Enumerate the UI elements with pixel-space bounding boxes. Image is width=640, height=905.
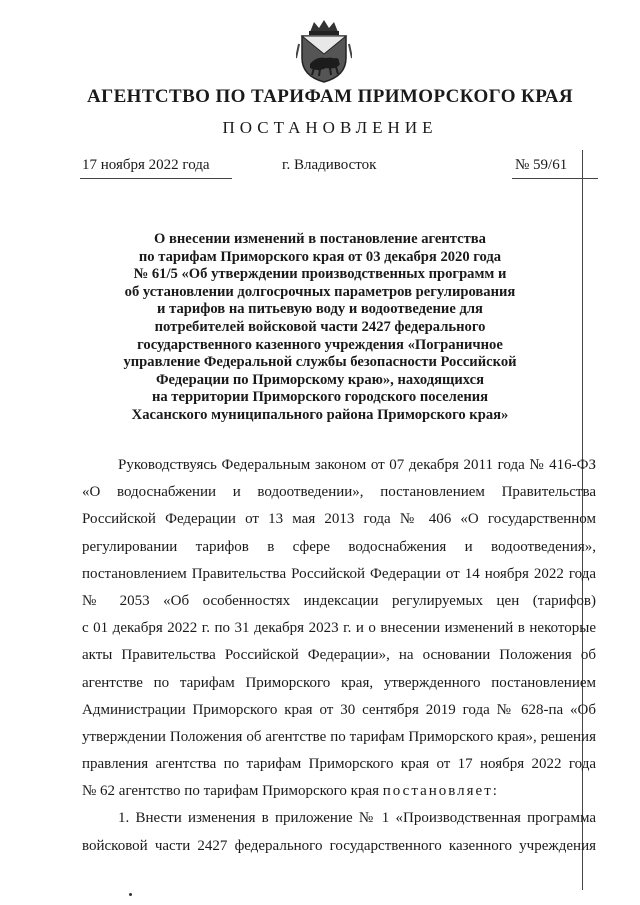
subject-line: на территории Приморского городского поселения — [151, 389, 489, 406]
number-underline — [512, 178, 598, 179]
document-subject — [80, 231, 560, 425]
body-line: акты Правительства Российской Федерации», на основании Положения об — [82, 647, 596, 664]
subject-line: Федерации по Приморскому краю», находящихся — [155, 371, 485, 388]
document-date: 17 ноября 2022 года — [82, 157, 210, 173]
document-number: № 59/61 — [515, 157, 568, 173]
body-line: правления агентства по тарифам Приморского края от 17 ноября 2022 года — [82, 756, 596, 773]
subject-line: по тарифам Приморского края от 03 декабря 2020 года — [138, 248, 502, 265]
body-line: 1. Внести изменения в приложение № 1 «Производственная программа — [118, 810, 596, 827]
body-line: регулировании тарифов в сфере водоснабжения и водоотведения», — [82, 538, 596, 555]
subject-line: государственного казенного учреждения «Пограничное — [137, 336, 503, 353]
subject-line: О внесении изменений в постановление агентства — [154, 231, 486, 247]
body-line: с 01 декабря 2022 г. по 31 декабря 2023 г. и о внесении изменений в некоторые — [82, 620, 596, 637]
document-type: ПОСТАНОВЛЕНИЕ — [222, 118, 438, 137]
page-mark — [129, 893, 132, 896]
body-line: Руководствуясь Федеральным законом от 07 декабря 2011 года № 416-ФЗ — [118, 457, 596, 473]
body-line: «О водоснабжении и водоотведении», постановлением Правительства — [82, 484, 596, 501]
subject-line: Хасанского муниципального района Приморского края» — [131, 406, 509, 423]
subject-line: и тарифов на питьевую воду и водоотведение для — [157, 301, 483, 318]
body-line-decree — [82, 778, 596, 805]
body-line: войсковой части 2427 федерального государственного казенного учреждения — [82, 837, 596, 854]
body-line: Российской Федерации от 13 мая 2013 года № 406 «О государственном — [82, 511, 596, 528]
subject-line: управление Федеральной службы безопасности Российской — [123, 354, 517, 371]
body-line: постановлением Правительства Российской Федерации от 14 ноября 2022 года — [82, 565, 596, 582]
body-line: утверждении Положения об агентстве по тарифам Приморского края», решения — [82, 728, 596, 745]
body-line: Администрации Приморского края от 30 сентября 2019 года № 628-па «Об — [82, 701, 596, 718]
decree-word: постановляет: — [382, 783, 499, 800]
primorsky-krai-coat-of-arms-icon — [296, 18, 352, 84]
date-underline — [80, 178, 232, 179]
body-line: агентстве по тарифам Приморского края, утвержденного постановлением — [82, 674, 596, 691]
document-city: г. Владивосток — [282, 157, 377, 173]
subject-line: № 61/5 «Об утверждении производственных программ и — [133, 266, 507, 283]
agency-title: АГЕНТСТВО ПО ТАРИФАМ ПРИМОРСКОГО КРАЯ — [86, 86, 574, 107]
subject-line: потребителей войсковой части 2427 федерального — [154, 318, 486, 335]
body-line: № 62 агентство по тарифам Приморского края — [82, 783, 383, 800]
subject-line: об установлении долгосрочных параметров регулирования — [124, 283, 516, 300]
body-line: № 2053 «Об особенностях индексации регулируемых цен (тарифов) — [82, 592, 596, 609]
document-body — [82, 452, 596, 860]
